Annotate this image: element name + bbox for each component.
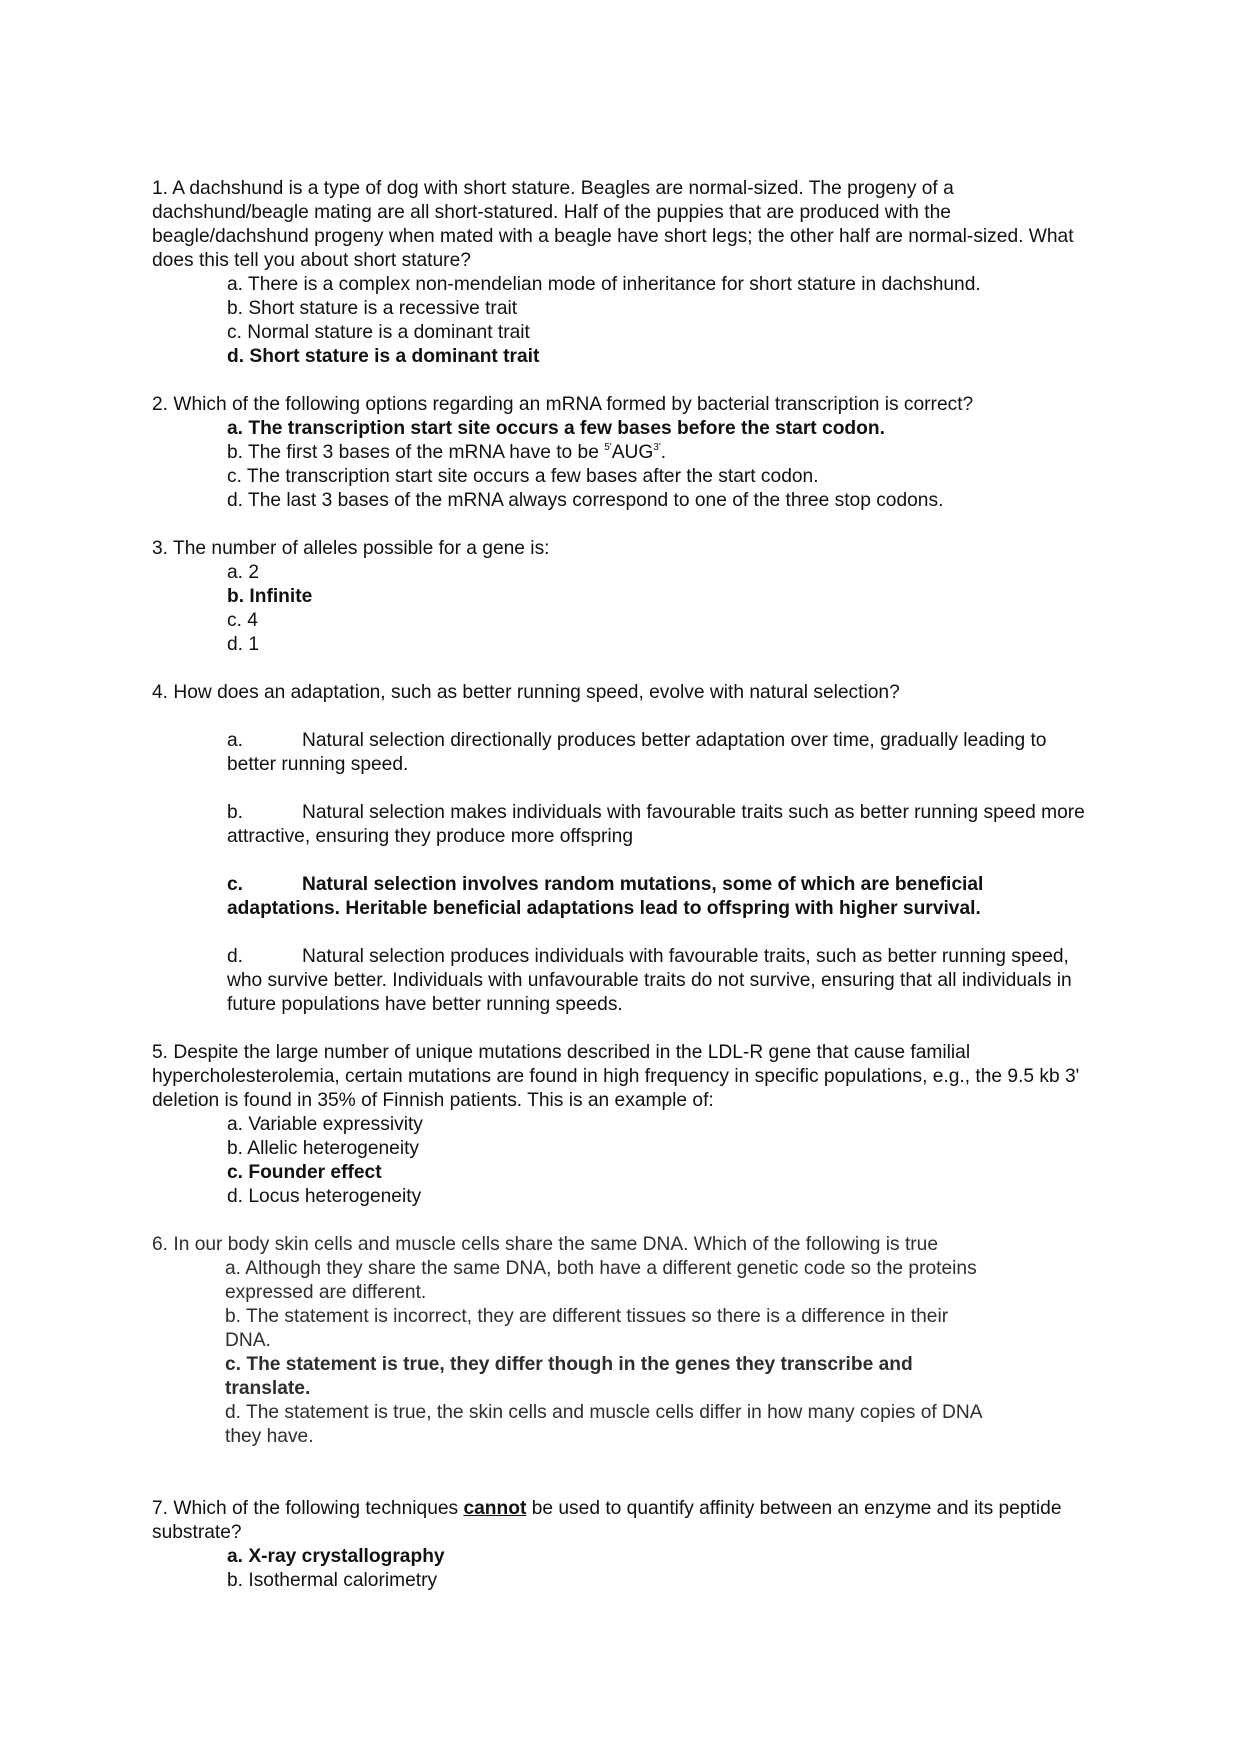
question-stem bbox=[152, 177, 1092, 273]
option-b: b. The statement is incorrect, they are different tissues so there is a difference in their DNA. bbox=[225, 1306, 949, 1351]
option-a: a. Although they share the same DNA, both have a different genetic code so the proteins expressed are different. bbox=[225, 1258, 977, 1303]
question-3 bbox=[152, 537, 1092, 657]
option-a: a. There is a complex non-mendelian mode of inheritance for short stature in dachshund. bbox=[227, 274, 981, 295]
option-c: c. 4 bbox=[227, 610, 258, 631]
question-number: 7. bbox=[152, 1498, 169, 1519]
option-b: b. The first 3 bases of the mRNA have to be $^{5'}AUG^{3'}$. bbox=[227, 441, 667, 463]
question-text: A dachshund is a type of dog with short stature. Beagles are normal-sized. The progeny of a dachshund/beagle mating are all short-statured. Half of the puppies that are produced with the beagle/dachshund progeny when mated with a beagle have short legs; the other half are normal-sized. What does this tell you about short stature? bbox=[152, 178, 1074, 271]
five-prime-superscript: 5' bbox=[604, 441, 612, 453]
question-text: Despite the large number of unique mutations described in the LDL-R gene that cause familial hypercholesterolemia, certain mutations are found in high frequency in specific populations, e.g., the 9.5 kb 3' deletion is found in 35% of Finnish patients. This is an example of: bbox=[152, 1042, 1080, 1111]
options-list bbox=[152, 1545, 1092, 1593]
emphasis-cannot: cannot bbox=[463, 1498, 527, 1519]
option-b: b. Allelic heterogeneity bbox=[227, 1138, 420, 1159]
question-number: 5. bbox=[152, 1042, 169, 1063]
question-text: How does an adaptation, such as better running speed, evolve with natural selection? bbox=[173, 682, 900, 703]
option-c: c. The transcription start site occurs a few bases after the start codon. bbox=[227, 466, 819, 487]
option-a: a. Natural selection directionally produces better adaptation over time, gradually leading to better running speed. bbox=[227, 730, 1047, 775]
question-1 bbox=[152, 177, 1092, 369]
question-stem bbox=[152, 1233, 952, 1257]
option-c-correct: c. The statement is true, they differ though in the genes they transcribe and translate. bbox=[225, 1354, 913, 1399]
question-stem bbox=[152, 681, 1092, 705]
question-stem: 7. Which of the following techniques cannot be used to quantify affinity between an enzyme and its peptide substrate? bbox=[152, 1498, 1062, 1543]
option-b-correct: b. Infinite bbox=[227, 586, 313, 607]
option-d: d. Locus heterogeneity bbox=[227, 1186, 422, 1207]
option-a-correct: a. The transcription start site occurs a few bases before the start codon. bbox=[227, 418, 885, 439]
question-2 bbox=[152, 393, 1092, 513]
question-text: Which of the following options regarding an mRNA formed by bacterial transcription is correct? bbox=[173, 394, 974, 415]
question-number: 2. bbox=[152, 394, 169, 415]
options-list bbox=[152, 729, 1092, 1017]
option-a: a. Variable expressivity bbox=[227, 1114, 423, 1135]
question-text: The number of alleles possible for a gene is: bbox=[173, 538, 550, 559]
question-7 bbox=[152, 1497, 1092, 1593]
option-d-correct: d. Short stature is a dominant trait bbox=[227, 346, 540, 367]
question-number: 6. bbox=[152, 1234, 169, 1255]
question-number: 1. bbox=[152, 178, 169, 199]
option-d: d. The last 3 bases of the mRNA always correspond to one of the three stop codons. bbox=[227, 490, 944, 511]
question-stem bbox=[152, 537, 1092, 561]
three-prime-superscript: 3' bbox=[653, 441, 661, 453]
options-list bbox=[152, 273, 1092, 369]
question-text: In our body skin cells and muscle cells share the same DNA. Which of the following is true bbox=[173, 1234, 939, 1255]
option-d: d. The statement is true, the skin cells and muscle cells differ in how many copies of DNA they have. bbox=[225, 1402, 982, 1447]
options-list bbox=[152, 1257, 985, 1449]
option-a: a. 2 bbox=[227, 562, 260, 583]
question-stem bbox=[152, 393, 1092, 417]
options-list bbox=[152, 561, 1092, 657]
option-c: c. Normal stature is a dominant trait bbox=[227, 322, 530, 343]
option-a-correct: a. X-ray crystallography bbox=[227, 1546, 445, 1567]
option-c-correct: c. Natural selection involves random mutations, some of which are beneficial adaptations. Heritable beneficial adaptations lead to offspring with higher survival. bbox=[227, 874, 984, 919]
option-b: b. Natural selection makes individuals with favourable traits such as better running speed more attractive, ensuring they produce more offspring bbox=[227, 802, 1085, 847]
option-c-correct: c. Founder effect bbox=[227, 1162, 382, 1183]
options-list bbox=[152, 417, 1092, 513]
question-5 bbox=[152, 1041, 1092, 1209]
question-number: 4. bbox=[152, 682, 169, 703]
option-d: d. 1 bbox=[227, 634, 260, 655]
question-stem bbox=[152, 1041, 1092, 1113]
options-list bbox=[152, 1113, 1092, 1209]
question-number: 3. bbox=[152, 538, 169, 559]
question-6 bbox=[152, 1233, 982, 1449]
option-b: b. Short stature is a recessive trait bbox=[227, 298, 518, 319]
codon: AUG bbox=[611, 442, 654, 463]
option-d: d. Natural selection produces individuals with favourable traits, such as better running speed, who survive better. Individuals with unfavourable traits do not survive, ensuring that all individuals in future populations have better running speeds. bbox=[227, 946, 1072, 1015]
option-b: b. Isothermal calorimetry bbox=[227, 1570, 438, 1591]
question-4 bbox=[152, 681, 1092, 1017]
